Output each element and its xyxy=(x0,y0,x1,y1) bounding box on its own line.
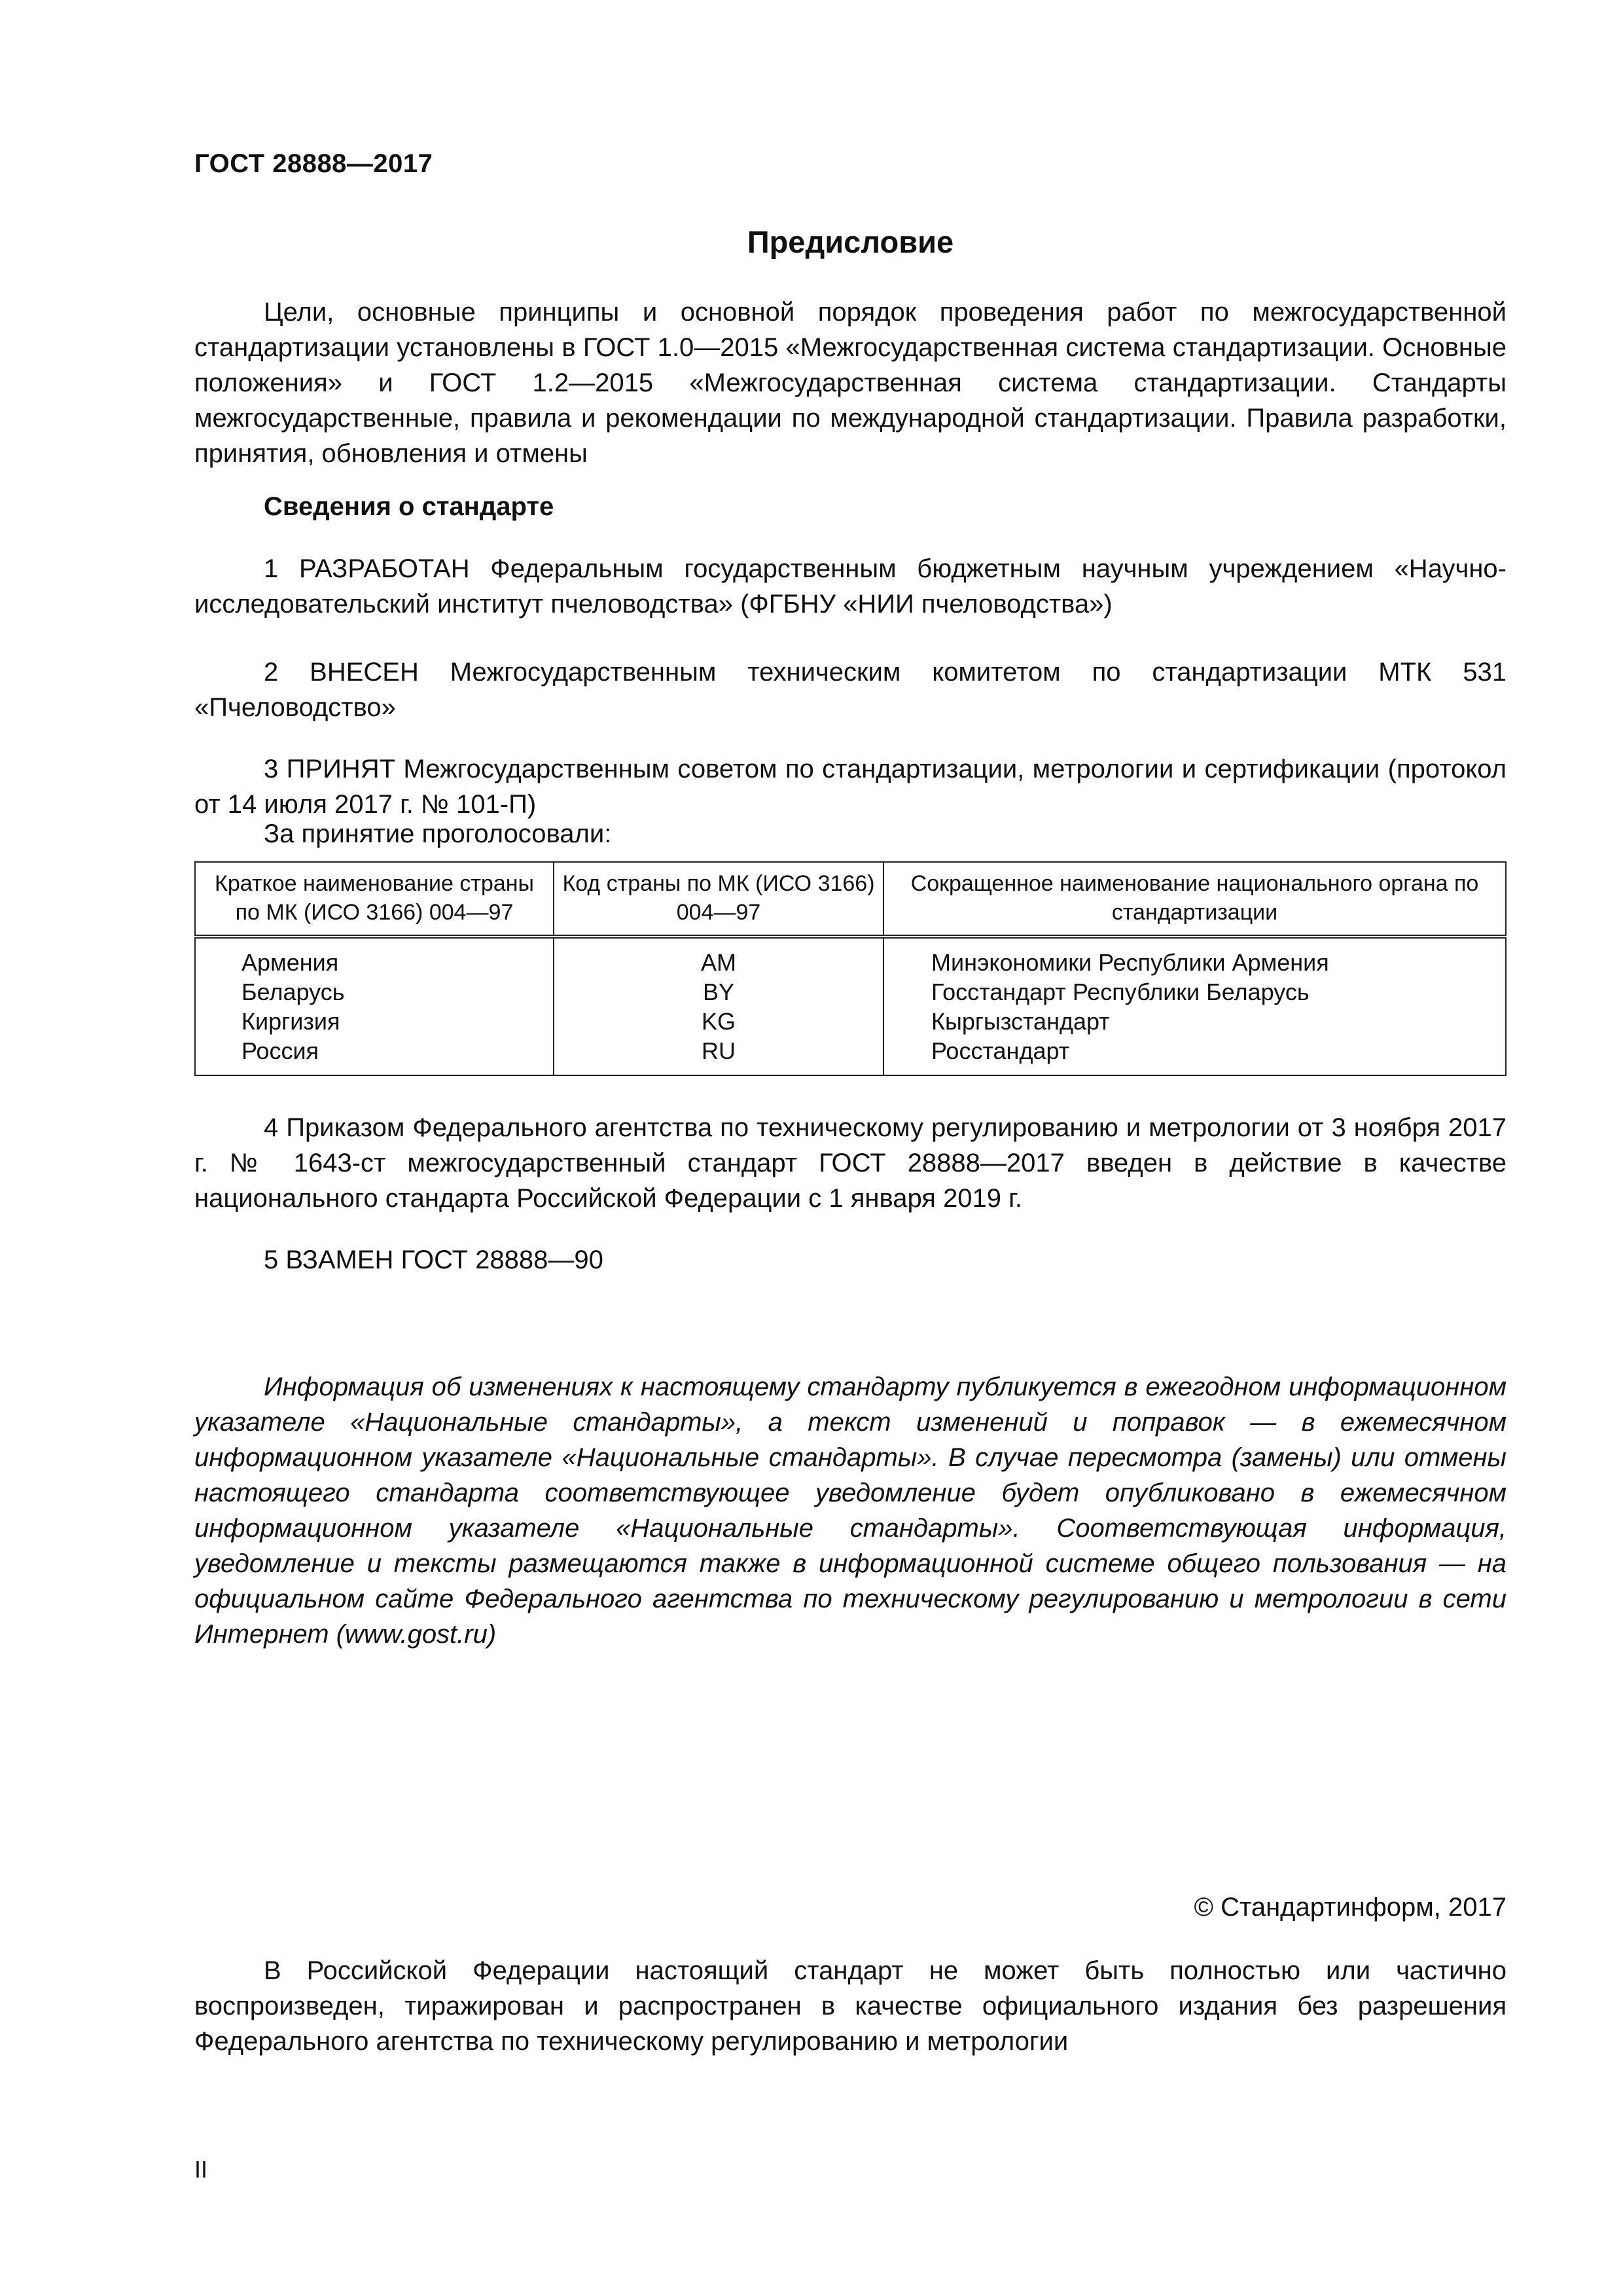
document-code-header: ГОСТ 28888—2017 xyxy=(194,149,433,178)
table-header-country: Краткое наименование страны по МК (ИСО 3166) 004—97 xyxy=(195,862,554,937)
votes-label: За принятие проголосовали: xyxy=(264,819,612,848)
table-header-row xyxy=(195,862,1506,937)
country-code: RU xyxy=(702,1037,736,1064)
item-1-developed: 1 РАЗРАБОТАН Федеральным государственным бюджетным научным учреждением «Научно-исследовательский институт пчеловодства» (ФГБНУ «НИИ пчеловодства») xyxy=(194,554,1507,619)
country-code: BY xyxy=(702,978,735,1005)
country-name: Киргизия xyxy=(241,1008,340,1035)
table-header-body: Сокращенное наименование национального органа по стандартизации xyxy=(883,862,1506,937)
table-cell-codes xyxy=(554,937,883,1075)
table-cell-countries xyxy=(195,937,554,1075)
standards-body: Кыргызстандарт xyxy=(931,1008,1110,1035)
country-name: Россия xyxy=(241,1037,319,1064)
item-2-submitted: 2 ВНЕСЕН Межгосударственным техническим комитетом по стандартизации МТК 531 «Пчеловодство» xyxy=(194,658,1507,722)
country-name: Армения xyxy=(241,949,339,976)
info-heading: Сведения о стандарте xyxy=(264,492,554,521)
table-header-code: Код страны по МК (ИСО 3166) 004—97 xyxy=(554,862,883,937)
page-number: II xyxy=(194,2156,208,2183)
votes-table xyxy=(194,861,1507,1076)
table-cell-bodies xyxy=(883,937,1506,1075)
country-code: AM xyxy=(701,949,736,976)
country-name: Беларусь xyxy=(241,978,345,1005)
standards-body: Росстандарт xyxy=(931,1037,1070,1064)
copyright-line: © Стандартинформ, 2017 xyxy=(1194,1893,1507,1922)
item-3-adopted: 3 ПРИНЯТ Межгосударственным советом по стандартизации, метрологии и сертификации (протокол от 14 июля 2017 г. № 101-П) xyxy=(194,755,1507,819)
intro-paragraph: Цели, основные принципы и основной порядок проведения работ по межгосударственной стандартизации установлены в ГОСТ 1.0—2015 «Межгосударственная система стандартизации. Основные положения» и ГОСТ 1.2—2015 «Межгосударственная система стандартизации. Стандарты межгосударственные, правила и рекомендации по международной стандартизации. Правила разработки, принятия, обновления и отмены xyxy=(194,298,1507,468)
page-title: Предисловие xyxy=(747,224,954,259)
document-page xyxy=(194,0,1507,2296)
standards-body: Минэкономики Республики Армения xyxy=(931,949,1329,976)
rights-paragraph: В Российской Федерации настоящий стандарт не может быть полностью или частично воспроизведен, тиражирован и распространен в качестве официального издания без разрешения Федерального агентства по техническому регулированию и метрологии xyxy=(194,1956,1507,2056)
standards-body: Госстандарт Республики Беларусь xyxy=(931,978,1310,1005)
country-code: KG xyxy=(701,1008,736,1035)
item-4-order: 4 Приказом Федерального агентства по техническому регулированию и метрологии от 3 ноября 2017 г. № 1643-ст межгосударственный стандарт ГОСТ 28888—2017 введен в действие в качестве национального стандарта Российской Федерации с 1 января 2019 г. xyxy=(194,1113,1507,1213)
changes-notice: Информация об изменениях к настоящему стандарту публикуется в ежегодном информационном указателе «Национальные стандарты», а текст изменений и поправок — в ежемесячном информационном указателе «Национальные стандарты». В случае пересмотра (замены) или отмены настоящего стандарта соответствующее уведомление будет опубликовано в ежемесячном информационном указателе «Национальные стандарты». Соответствующая информация, уведомление и тексты размещаются также в информационной системе общего пользования — на официальном сайте Федерального агентства по техническому регулированию и метрологии в сети Интернет (www.gost.ru) xyxy=(194,1372,1507,1649)
table-row xyxy=(195,937,1506,1075)
item-5-replaces: 5 ВЗАМЕН ГОСТ 28888—90 xyxy=(264,1246,603,1274)
